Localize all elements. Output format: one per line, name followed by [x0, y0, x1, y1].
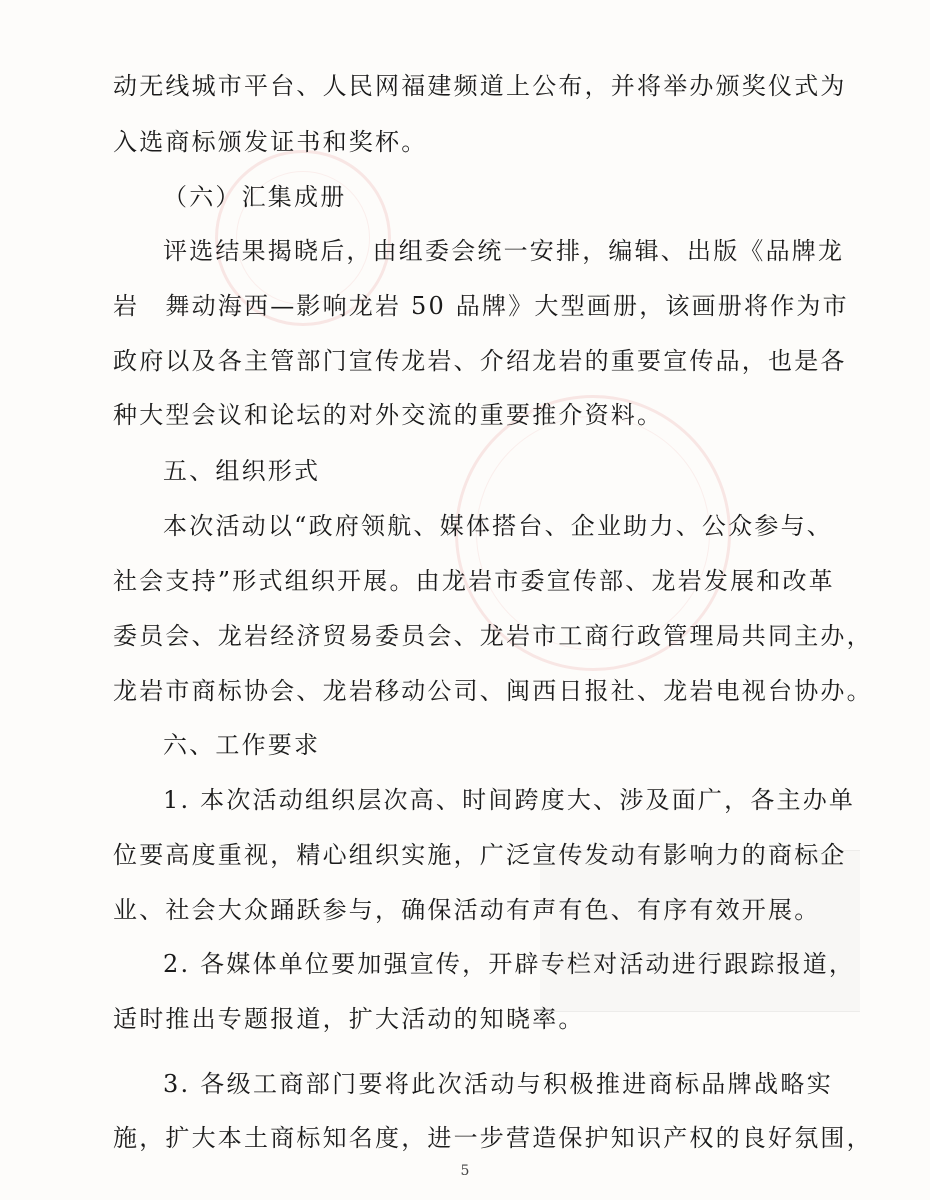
body-text-line: 委员会、龙岩经济贸易委员会、龙岩市工商行政管理局共同主办，: [113, 622, 873, 650]
body-text-line: 政府以及各主管部门宣传龙岩、介绍龙岩的重要宣传品，也是各: [113, 347, 847, 375]
body-text-line: 位要高度重视，精心组织实施，广泛宣传发动有影响力的商标企: [113, 841, 847, 869]
body-text-line: 施，扩大本土商标知名度，进一步营造保护知识产权的良好氛围，: [113, 1124, 873, 1152]
page-number: 5: [460, 1163, 470, 1179]
section-heading: 五、组织形式: [163, 457, 321, 485]
body-text-line: 评选结果揭晓后，由组委会统一安排，编辑、出版《品牌龙: [163, 237, 845, 265]
body-text-line: 适时推出专题报道，扩大活动的知晓率。: [113, 1005, 585, 1033]
body-text-line: 种大型会议和论坛的对外交流的重要推介资料。: [113, 401, 664, 429]
body-text-line: 2. 各媒体单位要加强宣传，开辟专栏对活动进行跟踪报道，: [163, 950, 856, 978]
body-text-line: 1. 本次活动组织层次高、时间跨度大、涉及面广，各主办单: [163, 786, 856, 814]
section-heading: （六）汇集成册: [163, 183, 347, 211]
body-text-line: 龙岩市商标协会、龙岩移动公司、闽西日报社、龙岩电视台协办。: [113, 677, 873, 705]
body-text-line: 3. 各级工商部门要将此次活动与积极推进商标品牌战略实: [163, 1070, 833, 1098]
body-text-line: 本次活动以“政府领航、媒体搭台、企业助力、公众参与、: [163, 512, 833, 540]
body-text-line: 岩 舞动海西—影响龙岩 50 品牌》大型画册，该画册将作为市: [113, 292, 849, 320]
show-through-shadow: [540, 850, 860, 1012]
body-text-line: 动无线城市平台、人民网福建频道上公布，并将举办颁奖仪式为: [113, 72, 847, 100]
body-text-line: 社会支持”形式组织开展。由龙岩市委宣传部、龙岩发展和改革: [113, 567, 835, 595]
section-heading: 六、工作要求: [163, 731, 321, 759]
body-text-line: 业、社会大众踊跃参与，确保活动有声有色、有序有效开展。: [113, 896, 821, 924]
body-text-line: 入选商标颁发证书和奖杯。: [113, 128, 428, 156]
